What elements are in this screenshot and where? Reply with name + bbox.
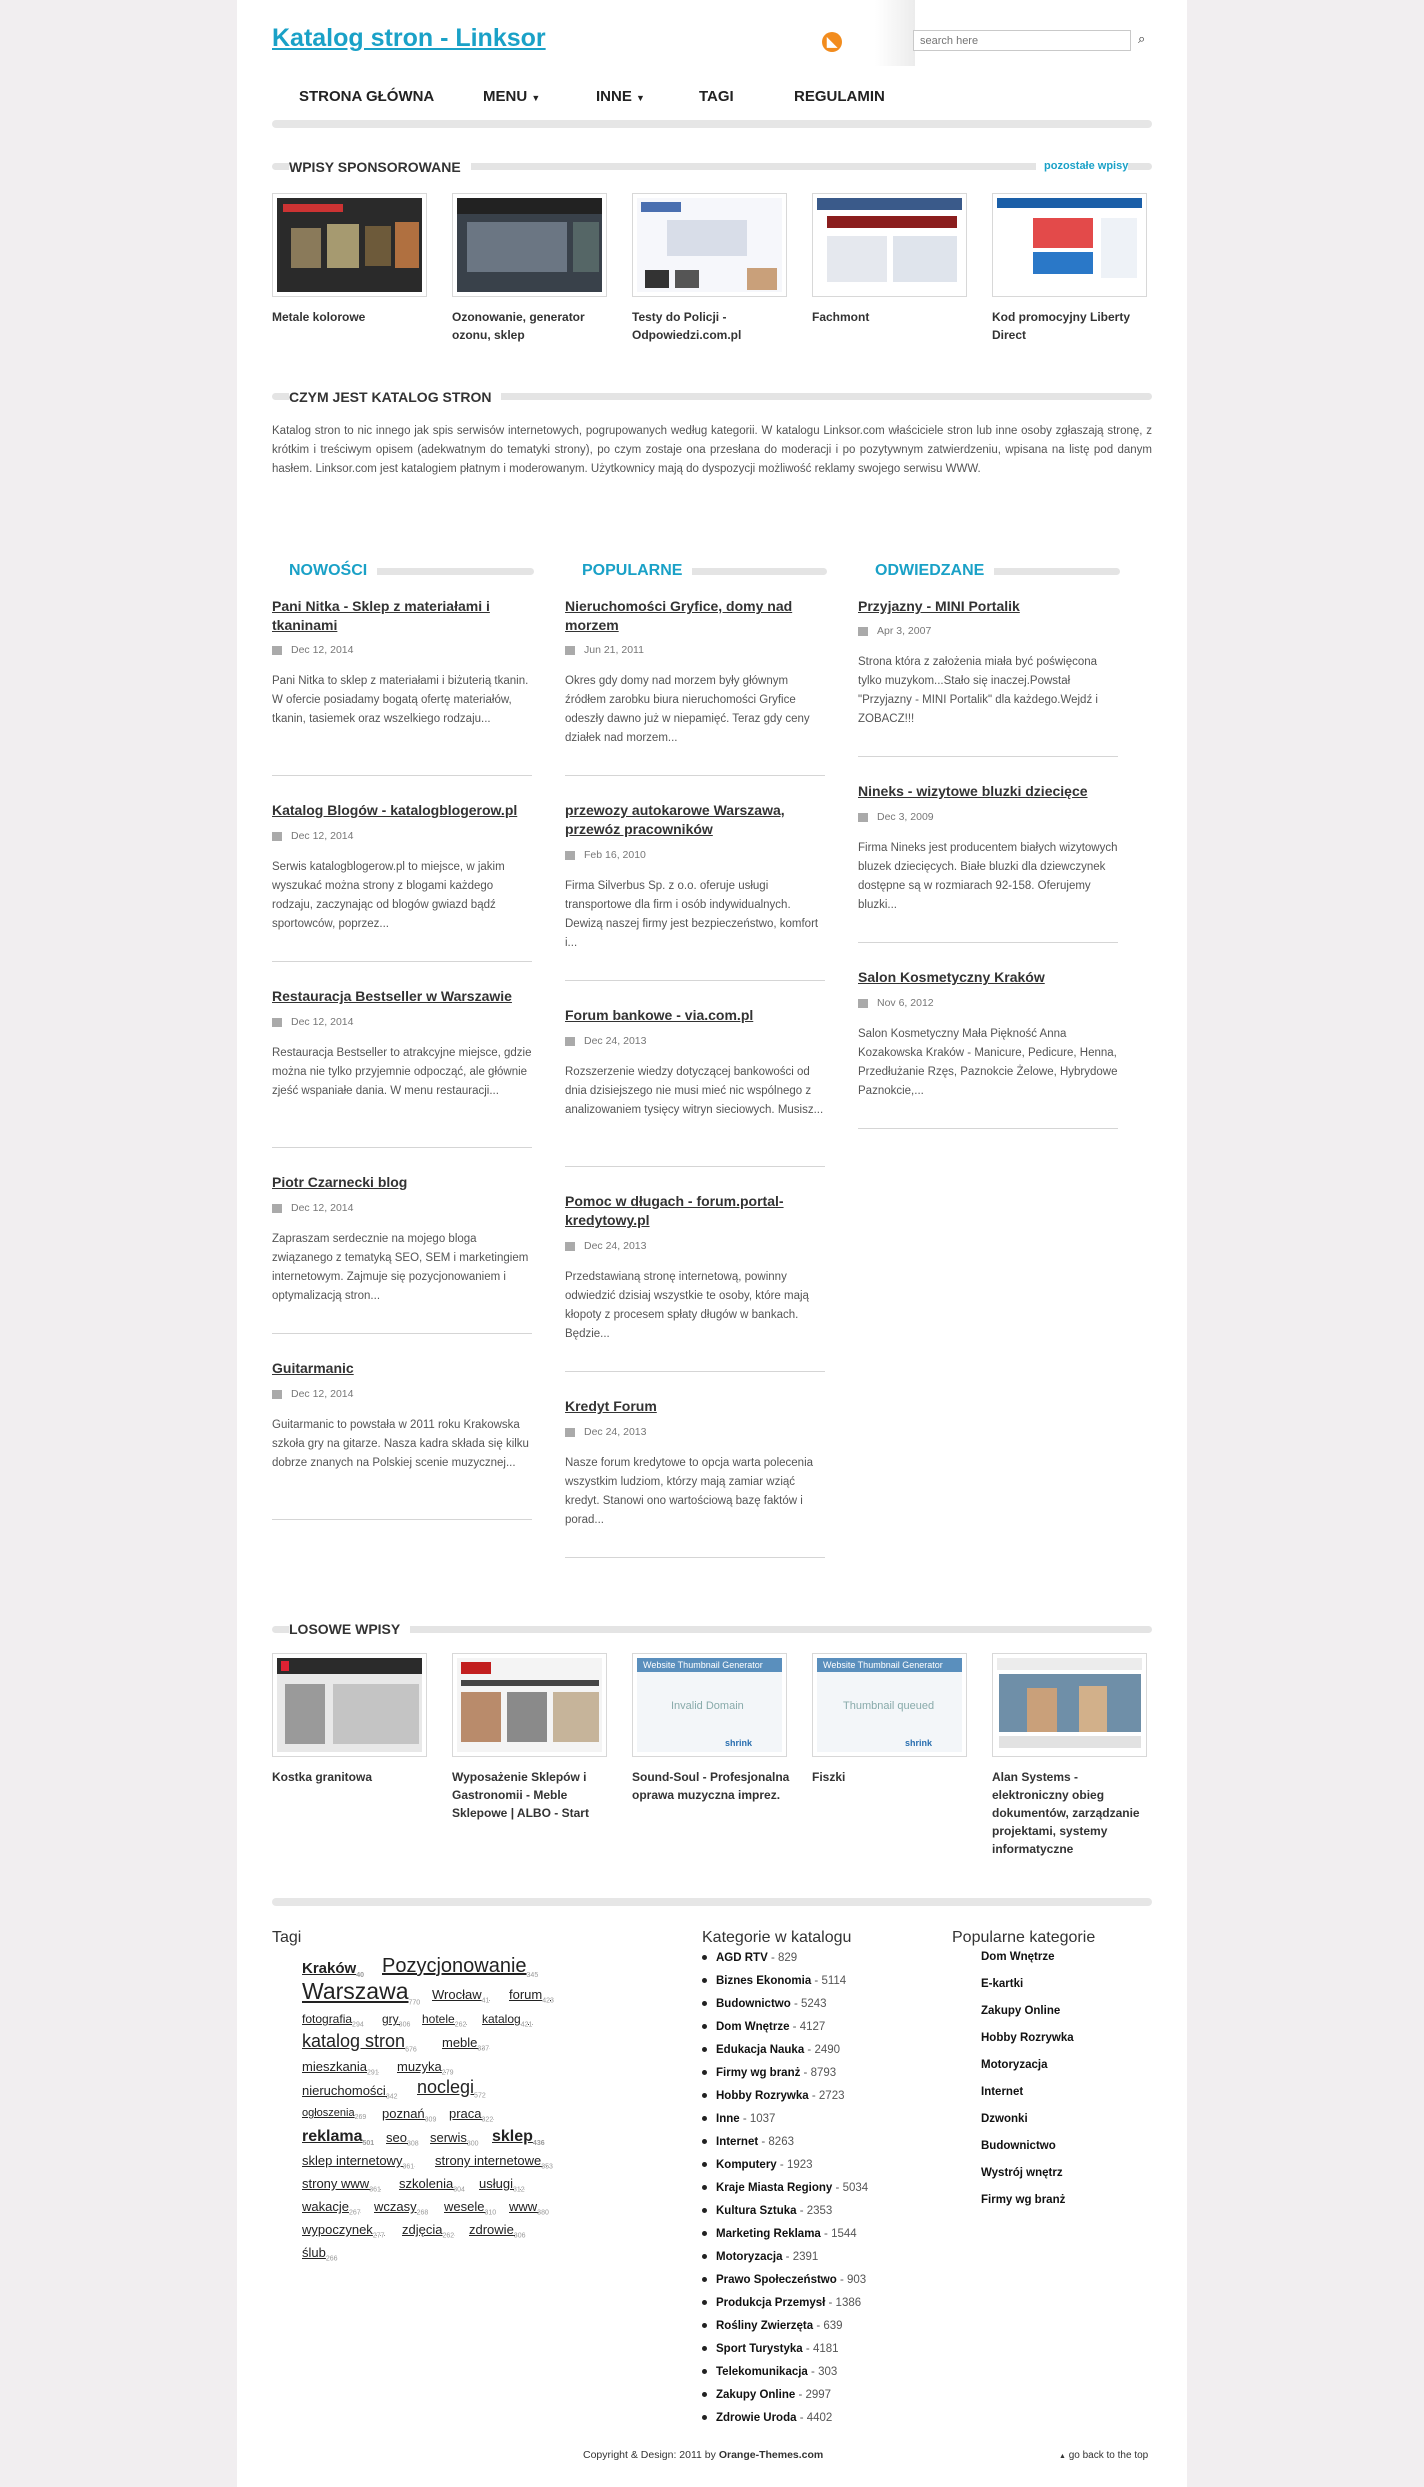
tag-link[interactable]: noclegi$_{572}$ (417, 2077, 486, 2100)
category-item[interactable]: Prawo Społeczeństwo - 903 (702, 2274, 866, 2286)
tag-link[interactable]: gry$_{306}$ (382, 2012, 411, 2029)
tag-link[interactable]: fotografia$_{294}$ (302, 2012, 364, 2029)
category-item[interactable]: Rośliny Zwierzęta - 639 (702, 2320, 843, 2332)
popular-categories-title: Popularne kategorie (952, 1929, 1096, 1946)
random-caption[interactable]: Fiszki (812, 1770, 846, 1784)
page (237, 0, 1187, 2487)
entry-date: Apr 3, 2007 (858, 625, 931, 637)
entry-excerpt: Rozszerzenie wiedzy dotyczącej bankowości od dnia dzisiejszego nie musi mieć nic wspólnego z analizowaniem tysięcy witryn sieciowych. Musisz... (565, 1066, 824, 1116)
thumb-status-label: Invalid Domain (671, 1700, 744, 1712)
sponsored-thumb-4[interactable] (812, 193, 967, 297)
entry-title[interactable]: przewozy autokarowe Warszawa, przewóz pracowników (565, 802, 785, 837)
back-to-top-link[interactable]: ▲ go back to the top (1059, 2450, 1149, 2461)
tag-link[interactable]: strony www$_{361}$ (302, 2176, 381, 2194)
column-title-nowosci: NOWOŚCI (289, 562, 377, 580)
tag-link[interactable]: szkolenia$_{304}$ (399, 2176, 465, 2194)
tag-link[interactable]: wesele$_{310}$ (444, 2199, 497, 2217)
entry-title[interactable]: Pomoc w długach - forum.portal-kredytowy.pl (565, 1193, 784, 1228)
entry-date: Nov 6, 2012 (858, 997, 934, 1009)
category-item[interactable]: Budownictwo - 5243 (702, 1998, 827, 2010)
popular-category-link[interactable]: Hobby Rozrywka (981, 2032, 1074, 2044)
entry-date: Dec 24, 2013 (565, 1240, 646, 1252)
tag-link[interactable]: strony internetowe$_{353}$ (435, 2153, 553, 2171)
tag-link[interactable]: praca$_{322}$ (449, 2106, 494, 2124)
random-thumb-3[interactable] (632, 1653, 787, 1757)
random-thumb-5[interactable] (992, 1653, 1147, 1757)
category-item[interactable]: Kultura Sztuka - 2353 (702, 2205, 832, 2217)
tag-link[interactable]: wczasy$_{268}$ (374, 2199, 429, 2217)
tag-link[interactable]: mieszkania$_{291}$ (302, 2059, 379, 2077)
entry-date: Dec 3, 2009 (858, 811, 934, 823)
entry-date: Dec 12, 2014 (272, 1202, 353, 1214)
tag-link[interactable]: ogłoszenia$_{269}$ (302, 2107, 367, 2122)
popular-category-link[interactable]: Motoryzacja (981, 2059, 1048, 2071)
entry-excerpt: Salon Kosmetyczny Mała Piękność Anna Kozakowska Kraków - Manicure, Pedicure, Henna, Przedłużanie Rzęs, Paznokcie Żelowe, Hybrydowe Paznokcie,... (858, 1028, 1118, 1097)
tag-link[interactable]: poznań$_{309}$ (382, 2106, 437, 2124)
chevron-down-icon: ▼ (636, 93, 645, 103)
thumb-status-label: Thumbnail queued (843, 1700, 935, 1712)
calendar-icon (858, 627, 868, 636)
entry-date: Dec 24, 2013 (565, 1035, 646, 1047)
sponsored-caption[interactable]: Kod promocyjny Liberty Direct (992, 310, 1131, 342)
search-icon[interactable]: ⌕ (1138, 31, 1146, 46)
column-title-odwiedzane: ODWIEDZANE (875, 562, 994, 580)
search-input[interactable] (913, 30, 1131, 51)
categories-title: Kategorie w katalogu (702, 1929, 852, 1946)
entry-date: Dec 12, 2014 (272, 644, 353, 656)
popular-category-link[interactable]: Zakupy Online (981, 2005, 1061, 2017)
category-item[interactable]: AGD RTV - 829 (702, 1952, 797, 1964)
tag-link[interactable]: ślub$_{266}$ (302, 2245, 338, 2263)
category-item[interactable]: Sport Turystyka - 4181 (702, 2343, 839, 2355)
entry-title[interactable]: Nieruchomości Gryfice, domy nad morzem (565, 598, 793, 633)
random-title: LOSOWE WPISY (289, 1621, 410, 1637)
entry-divider (858, 942, 1118, 943)
category-item[interactable]: Hobby Rozrywka - 2723 (702, 2090, 845, 2102)
thumb-generator-label: Website Thumbnail Generator (823, 1660, 943, 1670)
about-text: Katalog stron to nic innego jak spis serwisów internetowych, pogrupowanych według kategorii. W katalogu Linksor.com właściciele stron lub inne osoby zgłaszają stronę, z krótkim i treściwym opisem (adekwatnym do tematyki strony), po czym zostaje ona przesłana do moderacji i po pozytywnym zatwierdzeniu, wpisana na listę pod danym hasłem. Linksor.com jest katalogiem płatnym i moderowanym. Użytkownicy mają do dyspozycji możliwość reklamy swojego serwisu WWW. (272, 425, 1152, 475)
sponsored-thumb-5[interactable] (992, 193, 1147, 297)
category-item[interactable]: Motoryzacja - 2391 (702, 2251, 818, 2263)
tag-link[interactable]: katalog$_{421}$ (482, 2012, 533, 2029)
tag-link[interactable]: zdjęcia$_{262}$ (402, 2222, 455, 2240)
popular-category-link[interactable]: Dzwonki (981, 2113, 1028, 2125)
entry-date: Dec 12, 2014 (272, 1016, 353, 1028)
copyright-brand-link[interactable]: Orange-Themes.com (718, 2449, 824, 2461)
nav-regulamin[interactable]: REGULAMIN (794, 88, 885, 105)
entry-excerpt: Okres gdy domy nad morzem były głównym źródłem zarobku biura nieruchomości Gryfice odeszły dawno już w niepamięć. Teraz gdy ceny działek nad morzem... (565, 675, 810, 744)
sponsored-title: WPISY SPONSOROWANE (289, 159, 471, 175)
popular-category-link[interactable]: Wystrój wnętrz (981, 2167, 1063, 2179)
popular-category-link[interactable]: Budownictwo (981, 2140, 1056, 2152)
tag-link[interactable]: katalog stron$_{676}$ (302, 2031, 417, 2054)
entry-title[interactable]: Restauracja Bestseller w Warszawie (272, 988, 512, 1004)
tag-link[interactable]: hotele$_{262}$ (422, 2012, 467, 2029)
category-item[interactable]: Telekomunikacja - 303 (702, 2366, 837, 2378)
site-logo[interactable]: Katalog stron - Linksor (272, 24, 546, 52)
rss-icon[interactable]: ◣ (822, 32, 842, 52)
popular-categories-list (981, 1951, 1161, 2211)
column-title-popularne: POPULARNE (582, 562, 692, 580)
entry-date: Feb 16, 2010 (565, 849, 646, 861)
tag-link[interactable]: forum$_{423}$ (509, 1987, 554, 2005)
random-caption[interactable]: Alan Systems - elektroniczny obieg dokumentów, zarządzanie projektami, systemy informatyczne (992, 1770, 1140, 1856)
calendar-icon (858, 999, 868, 1008)
popular-category-link[interactable]: Dom Wnętrze (981, 1951, 1055, 1963)
sponsored-caption[interactable]: Fachmont (812, 310, 870, 324)
entry-excerpt: Firma Nineks jest producentem białych wizytowych bluzek dziecięcych. Białe bluzki dla dziewczynek dostępne są w rozmiarach 92-158. Oferujemy bluzki... (858, 842, 1118, 911)
tag-cloud (237, 0, 637, 2487)
tag-link[interactable]: Pozycjonowanie$_{345}$ (382, 1955, 539, 1979)
tag-link[interactable]: Kraków$_{40}$ (302, 1960, 364, 1979)
copyright: Copyright & Design: 2011 by Orange-Themes.com (583, 2449, 824, 2461)
entry-excerpt: Firma Silverbus Sp. z o.o. oferuje usługi transportowe dla firm i osób indywidualnych. Dewizą naszej firmy jest bezpieczeństwo, komfort i... (565, 880, 819, 949)
categories-list (702, 1952, 942, 2422)
tag-link[interactable]: wakacje$_{267}$ (302, 2199, 361, 2217)
calendar-icon (858, 813, 868, 822)
category-item[interactable]: Zdrowie Uroda - 4402 (702, 2412, 832, 2424)
sponsored-caption[interactable]: Ozonowanie, generator ozonu, sklep (452, 310, 585, 342)
popular-category-link[interactable]: E-kartki (981, 1978, 1024, 1990)
entry-excerpt: Pani Nitka to sklep z materiałami i biżuterią tkanin. W ofercie posiadamy bogatą ofertę materiałów, tkanin, tasiemek oraz wszelkiego rodzaju... (272, 675, 529, 725)
entry-date: Dec 24, 2013 (565, 1426, 646, 1438)
category-item[interactable]: Biznes Ekonomia - 5114 (702, 1975, 846, 1987)
tag-link[interactable]: sklep internetowy$_{361}$ (302, 2153, 415, 2171)
thumb-shrink-logo: shrink (725, 1738, 753, 1748)
entry-title[interactable]: Kredyt Forum (565, 1398, 657, 1414)
entry-excerpt: Zapraszam serdecznie na mojego bloga związanego z tematyką SEO, SEM i marketingiem internetowym. Zajmuje się pozycjonowaniem i optymalizacją stron... (272, 1233, 529, 1302)
random-caption[interactable]: Sound-Soul - Profesjonalna oprawa muzyczna imprez. (632, 1770, 790, 1802)
entry-title[interactable]: Nineks - wizytowe bluzki dziecięce (858, 783, 1088, 799)
category-item[interactable]: Edukacja Nauka - 2490 (702, 2044, 840, 2056)
random-caption[interactable]: Kostka granitowa (272, 1770, 373, 1784)
entry-title[interactable]: Salon Kosmetyczny Kraków (858, 969, 1045, 985)
entry-title[interactable]: Przyjazny - MINI Portalik (858, 598, 1020, 614)
entry-title[interactable]: Pani Nitka - Sklep z materiałami i tkaninami (272, 598, 490, 633)
tag-link[interactable]: seo$_{308}$ (386, 2130, 419, 2148)
category-item[interactable]: Produkcja Przemysł - 1386 (702, 2297, 861, 2309)
thumb-shrink-logo: shrink (905, 1738, 933, 1748)
about-title: CZYM JEST KATALOG STRON (289, 389, 501, 405)
tag-link[interactable]: www$_{380}$ (509, 2199, 549, 2217)
entry-date: Jun 21, 2011 (565, 644, 644, 656)
entry-excerpt: Restauracja Bestseller to atrakcyjne miejsce, gdzie można nie tylko przyjemnie odpocząć, ale głównie zjeść wspaniałe dania. W menu restauracji... (272, 1047, 532, 1097)
sponsored-thumb-3[interactable] (632, 193, 787, 297)
arrow-up-icon: ▲ (1059, 2453, 1066, 2460)
tag-link[interactable]: usługi$_{312}$ (479, 2176, 525, 2194)
tag-link[interactable]: Warszawa$_{770}$ (302, 1978, 421, 2007)
entry-date: Dec 12, 2014 (272, 830, 353, 842)
entry-excerpt: Serwis katalogblogerow.pl to miejsce, w jakim wyszukać można strony z blogami każdego rodzaju, zaczynając od blogów gwiazd bądź sportowców, poprzez... (272, 861, 505, 930)
entry-date: Dec 12, 2014 (272, 1388, 353, 1400)
category-item[interactable]: Marketing Reklama - 1544 (702, 2228, 857, 2240)
category-item[interactable]: Dom Wnętrze - 4127 (702, 2021, 825, 2033)
tags-title: Tagi (272, 1929, 302, 1946)
tag-link[interactable]: sklep$_{436}$ (492, 2128, 545, 2148)
entry-title[interactable]: Katalog Blogów - katalogblogerow.pl (272, 802, 518, 818)
entry-title[interactable]: Guitarmanic (272, 1360, 354, 1376)
tag-link[interactable]: nieruchomości$_{342}$ (302, 2083, 398, 2101)
popular-category-link[interactable]: Internet (981, 2086, 1024, 2098)
category-item[interactable]: Firmy wg branż - 8793 (702, 2067, 836, 2079)
tag-link[interactable]: zdrowie$_{306}$ (469, 2222, 526, 2240)
category-item[interactable]: Internet - 8263 (702, 2136, 794, 2148)
entry-title[interactable]: Forum bankowe - via.com.pl (565, 1007, 754, 1023)
entry-divider (858, 1128, 1118, 1129)
entry-excerpt: Guitarmanic to powstała w 2011 roku Krakowska szkoła gry na gitarze. Nasza kadra składa się kilku dobrze znanych na Polskiej scenie muzycznej... (272, 1419, 529, 1469)
chevron-down-icon: ▼ (531, 93, 541, 103)
tag-link[interactable]: reklama$_{501}$ (302, 2128, 375, 2148)
entry-divider (858, 756, 1118, 757)
nav-inne[interactable]: INNE ▼ (596, 88, 645, 105)
more-sponsored-link[interactable]: pozostałe wpisy (1036, 160, 1128, 172)
thumb-generator-label: Website Thumbnail Generator (643, 1660, 763, 1670)
tag-link[interactable]: muzyka$_{279}$ (397, 2059, 454, 2077)
sponsored-caption[interactable]: Metale kolorowe (272, 310, 366, 324)
header-divider (875, 0, 915, 66)
entry-excerpt: Strona która z założenia miała być poświęcona tylko muzykom...Stało się inaczej.Powstał "Przyjazny - MINI Portalik" dla każdego.Wejdź i ZOBACZ!!! (858, 656, 1098, 725)
category-item[interactable]: Kraje Miasta Regiony - 5034 (702, 2182, 868, 2194)
nav-home[interactable]: STRONA GŁÓWNA (299, 88, 435, 105)
entry-title[interactable]: Piotr Czarnecki blog (272, 1174, 408, 1190)
nav-tagi[interactable]: TAGI (699, 88, 734, 105)
entry-excerpt: Nasze forum kredytowe to opcja warta polecenia wszystkim ludziom, którzy mają zamiar wziąć kredyt. Stanowi ono wartościową bazę faktów i porad... (565, 1457, 814, 1526)
entry-excerpt: Przedstawianą stronę internetową, powinny odwiedzić dzisiaj wszystkie te osoby, które mają kłopoty z procesem spłaty długów w bankach. Będzie... (565, 1271, 809, 1340)
popular-category-link[interactable]: Firmy wg branż (981, 2194, 1066, 2206)
category-item[interactable]: Zakupy Online - 2997 (702, 2389, 831, 2401)
nav-menu[interactable]: MENU ▼ (483, 88, 541, 105)
sponsored-caption[interactable]: Testy do Policji - Odpowiedzi.com.pl (632, 310, 742, 342)
tag-link[interactable]: serwis$_{300}$ (430, 2130, 479, 2148)
tag-link[interactable]: Wrocław$_{41}$ (432, 1987, 490, 2005)
tag-link[interactable]: wypoczynek$_{277}$ (302, 2222, 385, 2240)
tag-link[interactable]: meble$_{337}$ (442, 2035, 490, 2053)
category-item[interactable]: Inne - 1037 (702, 2113, 775, 2125)
random-caption[interactable]: Wyposażenie Sklepów i Gastronomii - Meble Sklepowe | ALBO - Start (452, 1770, 589, 1820)
category-item[interactable]: Komputery - 1923 (702, 2159, 813, 2171)
random-thumb-4[interactable] (812, 1653, 967, 1757)
